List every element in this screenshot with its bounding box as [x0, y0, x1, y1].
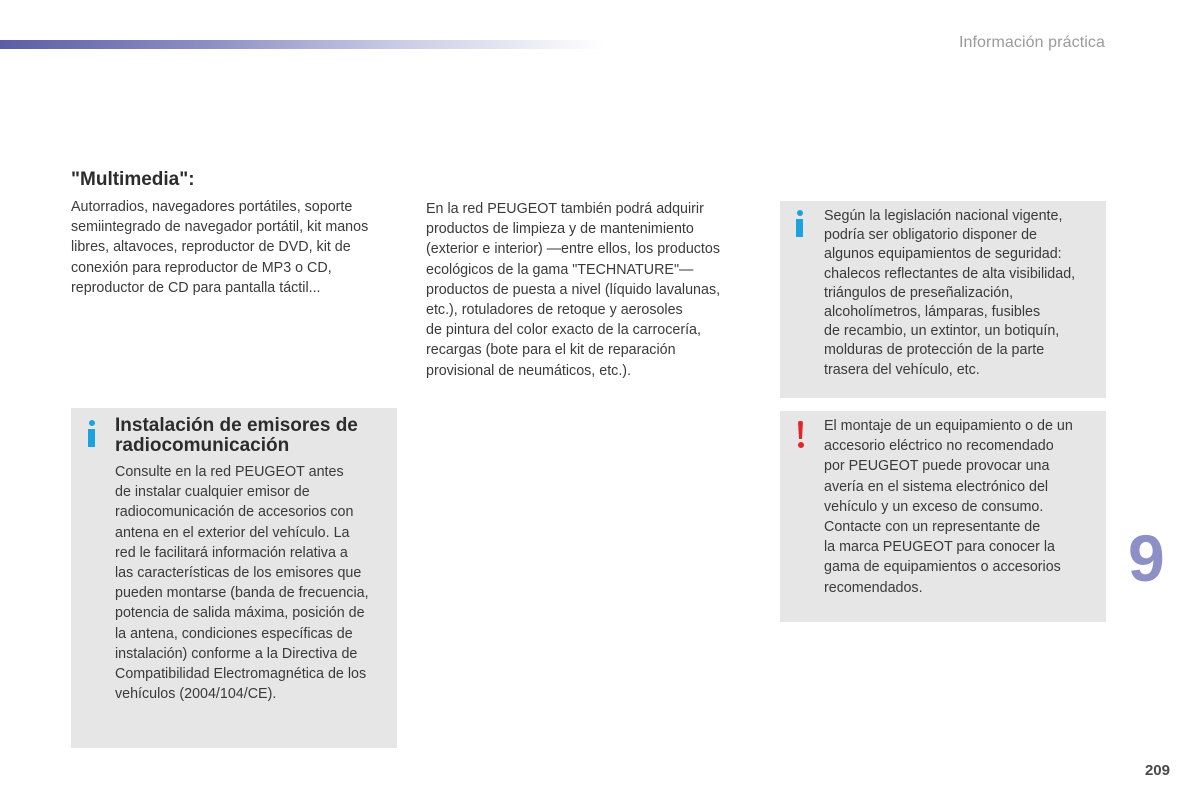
peugeot-network-text: En la red PEUGEOT también podrá adquirir productos de limpieza y de mantenimiento (exterior e interior) —entre ellos, los productos ecológicos de la gama "TECHNATURE"— productos de puesta a nivel (líquido lavalunas, etc.), rotuladores de retoque y aerosoles de pintura del color exacto de la carrocería, recargas (bote para el kit de reparación provisional de neumáticos, etc.). — [426, 201, 721, 379]
header-gradient-bar — [0, 40, 605, 49]
electrical-warning-text: El montaje de un equipamiento o de un accesorio eléctrico no recomendado por PEUGEOT puede provocar una avería en el sistema electrónico del vehículo y un exceso de consumo. Contacte con un representante de la marca PEUGEOT para conocer la gama de equipamientos o accesorios recomendados. — [824, 418, 1073, 596]
radio-installation-text: Consulte en la red PEUGEOT antes de instalar cualquier emisor de radiocomunicación de accesorios con antena en el exterior del vehículo. La red le facilitará información relativa a las características de los emisores que pueden montarse (banda de frecuencia, potencia de salida máxima, posición de la antena, condiciones específicas de instalación) conforme a la Directiva de Compatibilidad Electromagnética de los vehículos (2004/104/CE). — [115, 464, 369, 703]
radio-installation-title: Instalación de emisores de radiocomunicación — [115, 415, 358, 456]
legal-equipment-box — [780, 201, 1106, 398]
page-number: 209 — [1144, 762, 1170, 779]
electrical-warning-box — [780, 411, 1106, 622]
info-icon — [795, 210, 805, 238]
section-title: Información práctica — [958, 34, 1105, 51]
chapter-number: 9 — [1128, 521, 1165, 595]
multimedia-heading: "Multimedia": — [71, 169, 195, 190]
legal-equipment-text: Según la legislación nacional vigente, podría ser obligatorio disponer de algunos equipamientos de seguridad: chalecos reflectantes de alta visibilidad, triángulos de preseñalización, alcoholímetros, lámparas, fusibles de recambio, un extintor, un botiquín, molduras de protección de la parte trasera del vehículo, etc. — [824, 208, 1076, 378]
radio-installation-box — [71, 408, 397, 748]
warning-icon — [796, 421, 806, 449]
info-icon — [87, 420, 97, 448]
multimedia-text: Autorradios, navegadores portátiles, soporte semiintegrado de navegador portátil, kit manos libres, altavoces, reproductor de DVD, kit de conexión para reproductor de MP3 o CD, reproductor de CD para pantalla táctil... — [71, 199, 369, 296]
